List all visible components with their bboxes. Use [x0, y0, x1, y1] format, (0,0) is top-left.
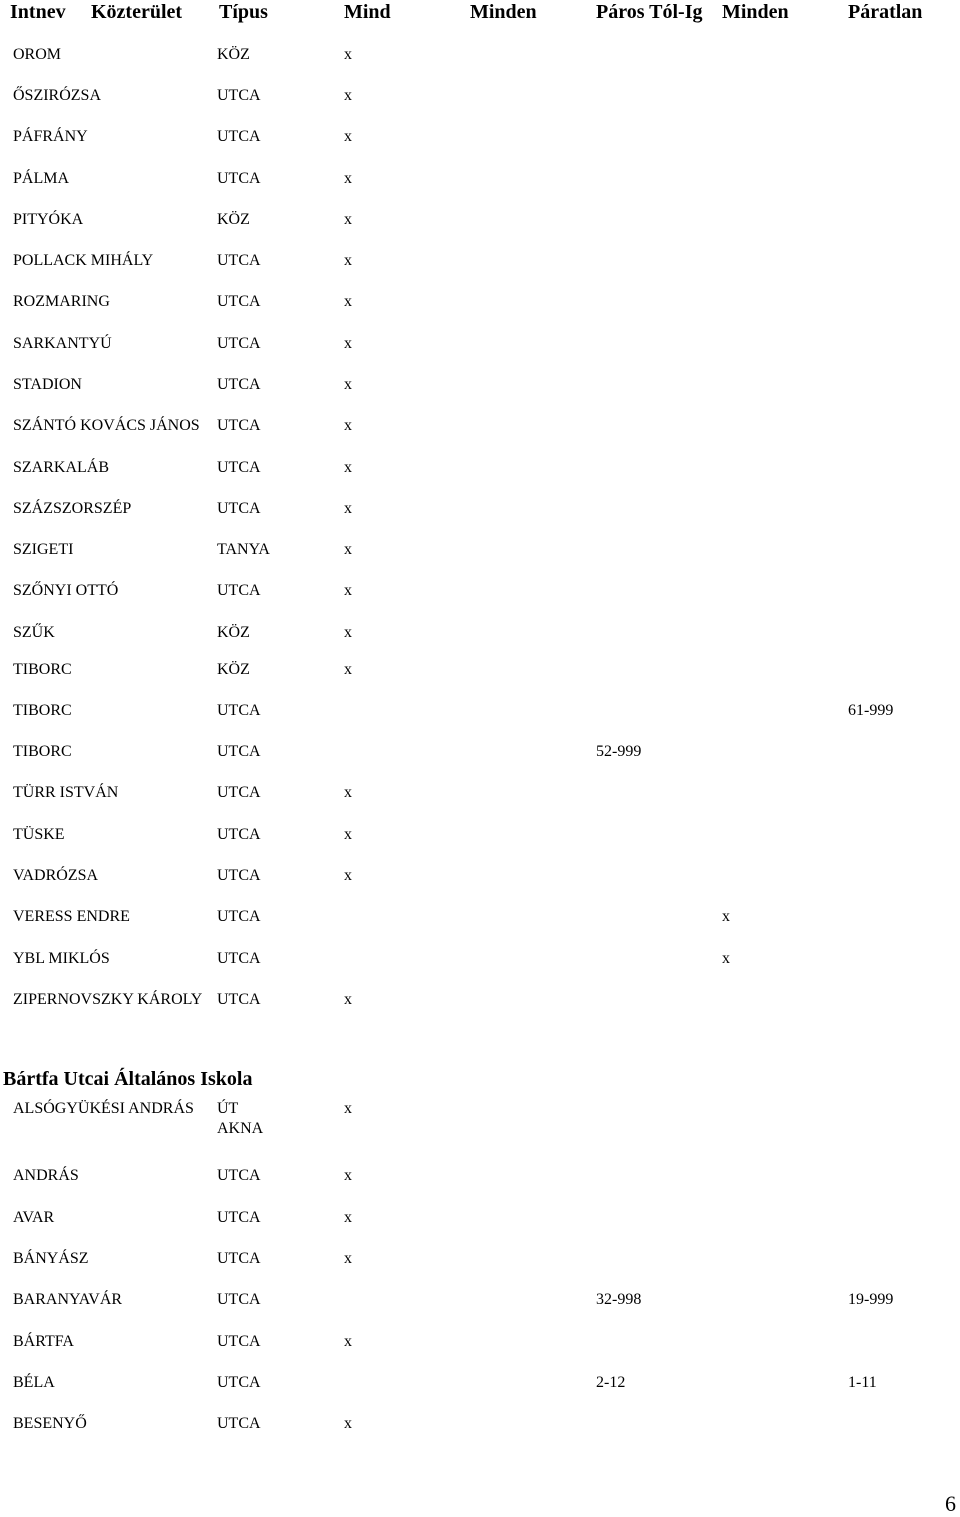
header-minden-1: Minden: [470, 1, 537, 23]
mind-mark: x: [344, 582, 352, 599]
mind-mark: x: [344, 991, 352, 1008]
street-name: TÜSKE: [13, 826, 65, 843]
street-name: BESENYŐ: [13, 1415, 87, 1432]
street-type: UTCA: [217, 1291, 261, 1308]
mind-mark: x: [344, 252, 352, 269]
table-row: [0, 783, 960, 823]
street-name: SZIGETI: [13, 541, 74, 558]
street-name: TIBORC: [13, 743, 72, 760]
table-row: [0, 458, 960, 498]
paros-range: 2-12: [596, 1374, 626, 1391]
street-name: PÁLMA: [13, 170, 70, 187]
table-row: [0, 825, 960, 865]
mind-mark: x: [344, 1333, 352, 1350]
table-row: [0, 623, 960, 663]
table-row: [0, 127, 960, 167]
table-row: [0, 45, 960, 85]
table-row: [0, 210, 960, 250]
street-name: POLLACK MIHÁLY: [13, 252, 154, 269]
street-name: SZŰK: [13, 624, 55, 641]
table-row: [0, 292, 960, 332]
street-name: BÁRTFA: [13, 1333, 74, 1350]
street-name: PÁFRÁNY: [13, 128, 88, 145]
street-name: SZŐNYI OTTÓ: [13, 582, 119, 599]
table-row: [0, 949, 960, 989]
mind-mark: x: [344, 170, 352, 187]
street-type: UTCA: [217, 87, 261, 104]
street-name: ALSÓGYÜKÉSI ANDRÁS: [13, 1100, 194, 1117]
street-name: ROZMARING: [13, 293, 110, 310]
paros-range: 52-999: [596, 743, 642, 760]
street-type: UTCA: [217, 1209, 261, 1226]
table-row: [0, 1249, 960, 1289]
street-type: UTCA: [217, 950, 261, 967]
page-number: 6: [945, 1491, 956, 1516]
mind-mark: x: [344, 46, 352, 63]
street-type: UTCA: [217, 908, 261, 925]
header-paratlan: Páratlan: [848, 1, 923, 23]
minden-mark: x: [722, 950, 730, 967]
mind-mark: x: [344, 335, 352, 352]
minden-mark: x: [722, 908, 730, 925]
mind-mark: x: [344, 826, 352, 843]
street-type: TANYA: [217, 541, 270, 558]
table-row: [0, 251, 960, 291]
street-type: UTCA: [217, 252, 261, 269]
street-type: UTCA: [217, 293, 261, 310]
table-row: [0, 416, 960, 456]
paratlan-range: 61-999: [848, 702, 894, 719]
street-name: SZARKALÁB: [13, 459, 110, 476]
mind-mark: x: [344, 1415, 352, 1432]
street-type: UTCA: [217, 826, 261, 843]
street-type: UTCA: [217, 991, 261, 1008]
mind-mark: x: [344, 211, 352, 228]
street-name: STADION: [13, 376, 82, 393]
paratlan-range: 1-11: [848, 1374, 877, 1391]
table-row: [0, 1099, 960, 1139]
mind-mark: x: [344, 87, 352, 104]
mind-mark: x: [344, 784, 352, 801]
mind-mark: x: [344, 417, 352, 434]
table-row: [0, 86, 960, 126]
street-type: KÖZ: [217, 624, 250, 641]
street-type: UTCA: [217, 743, 261, 760]
street-type: KÖZ: [217, 661, 250, 678]
header-minden-2: Minden: [722, 1, 789, 23]
mind-mark: x: [344, 867, 352, 884]
street-type: UTCA: [217, 376, 261, 393]
mind-mark: x: [344, 1209, 352, 1226]
street-type: UTCA: [217, 1333, 261, 1350]
table-row: [0, 499, 960, 539]
table-row: [0, 1414, 960, 1454]
street-name: SZÁZSZORSZÉP: [13, 500, 132, 517]
mind-mark: x: [344, 624, 352, 641]
mind-mark: x: [344, 500, 352, 517]
table-row: [0, 540, 960, 580]
street-type: UTCA: [217, 867, 261, 884]
table-row: [0, 375, 960, 415]
street-name: TIBORC: [13, 702, 72, 719]
table-row: [0, 660, 960, 700]
street-name: ZIPERNOVSZKY KÁROLY: [13, 991, 203, 1008]
table-row: [0, 1166, 960, 1206]
street-type: UTCA: [217, 335, 261, 352]
street-type: UTCA: [217, 1250, 261, 1267]
street-type: UTCA: [217, 459, 261, 476]
street-type: UTCA: [217, 582, 261, 599]
street-type: UTCA: [217, 417, 261, 434]
street-name: BÉLA: [13, 1374, 55, 1391]
table-row: [0, 581, 960, 621]
street-name: SZÁNTÓ KOVÁCS JÁNOS: [13, 417, 200, 434]
mind-mark: x: [344, 376, 352, 393]
street-name: OROM: [13, 46, 62, 63]
mind-mark: x: [344, 1250, 352, 1267]
table-row: [0, 742, 960, 782]
table-row: [0, 907, 960, 947]
section-title: Bártfa Utcai Általános Iskola: [3, 1068, 253, 1090]
street-name: BARANYAVÁR: [13, 1291, 123, 1308]
mind-mark: x: [344, 1167, 352, 1184]
street-type: UTCA: [217, 1415, 261, 1432]
table-row: [0, 1332, 960, 1372]
street-type: KÖZ: [217, 46, 250, 63]
mind-mark: x: [344, 293, 352, 310]
table-row: [0, 334, 960, 374]
street-type: UTCA: [217, 784, 261, 801]
header-tipus: Típus: [219, 1, 268, 23]
mind-mark: x: [344, 128, 352, 145]
street-name: TIBORC: [13, 661, 72, 678]
street-name: TÜRR ISTVÁN: [13, 784, 119, 801]
street-name: ŐSZIRÓZSA: [13, 87, 102, 104]
table-row: [0, 1208, 960, 1248]
street-type: UTCA: [217, 170, 261, 187]
table-row: [0, 169, 960, 209]
mind-mark: x: [344, 661, 352, 678]
street-type: ÚT AKNA: [217, 1100, 264, 1137]
street-name: SARKANTYÚ: [13, 335, 112, 352]
header-kozterulet: Közterület: [91, 1, 183, 23]
mind-mark: x: [344, 1100, 352, 1117]
mind-mark: x: [344, 459, 352, 476]
table-row: [0, 701, 960, 741]
table-row: [0, 1290, 960, 1330]
street-name: ANDRÁS: [13, 1167, 79, 1184]
header-intnev: Intnev: [10, 1, 66, 23]
street-type: KÖZ: [217, 211, 250, 228]
mind-mark: x: [344, 541, 352, 558]
street-type: UTCA: [217, 1167, 261, 1184]
table-row: [0, 866, 960, 906]
paratlan-range: 19-999: [848, 1291, 894, 1308]
street-name: AVAR: [13, 1209, 55, 1226]
table-header: [0, 0, 960, 26]
header-mind: Mind: [344, 1, 391, 23]
header-paros: Páros Tól-Ig: [596, 1, 703, 23]
street-type: UTCA: [217, 500, 261, 517]
street-name: BÁNYÁSZ: [13, 1250, 89, 1267]
street-type: UTCA: [217, 128, 261, 145]
table-row: [0, 1373, 960, 1413]
street-type: UTCA: [217, 702, 261, 719]
street-name: YBL MIKLÓS: [13, 950, 110, 967]
street-type: UTCA: [217, 1374, 261, 1391]
table-row: [0, 990, 960, 1030]
paros-range: 32-998: [596, 1291, 642, 1308]
street-name: VADRÓZSA: [13, 867, 99, 884]
street-name: PITYÓKA: [13, 211, 84, 228]
street-name: VERESS ENDRE: [13, 908, 130, 925]
